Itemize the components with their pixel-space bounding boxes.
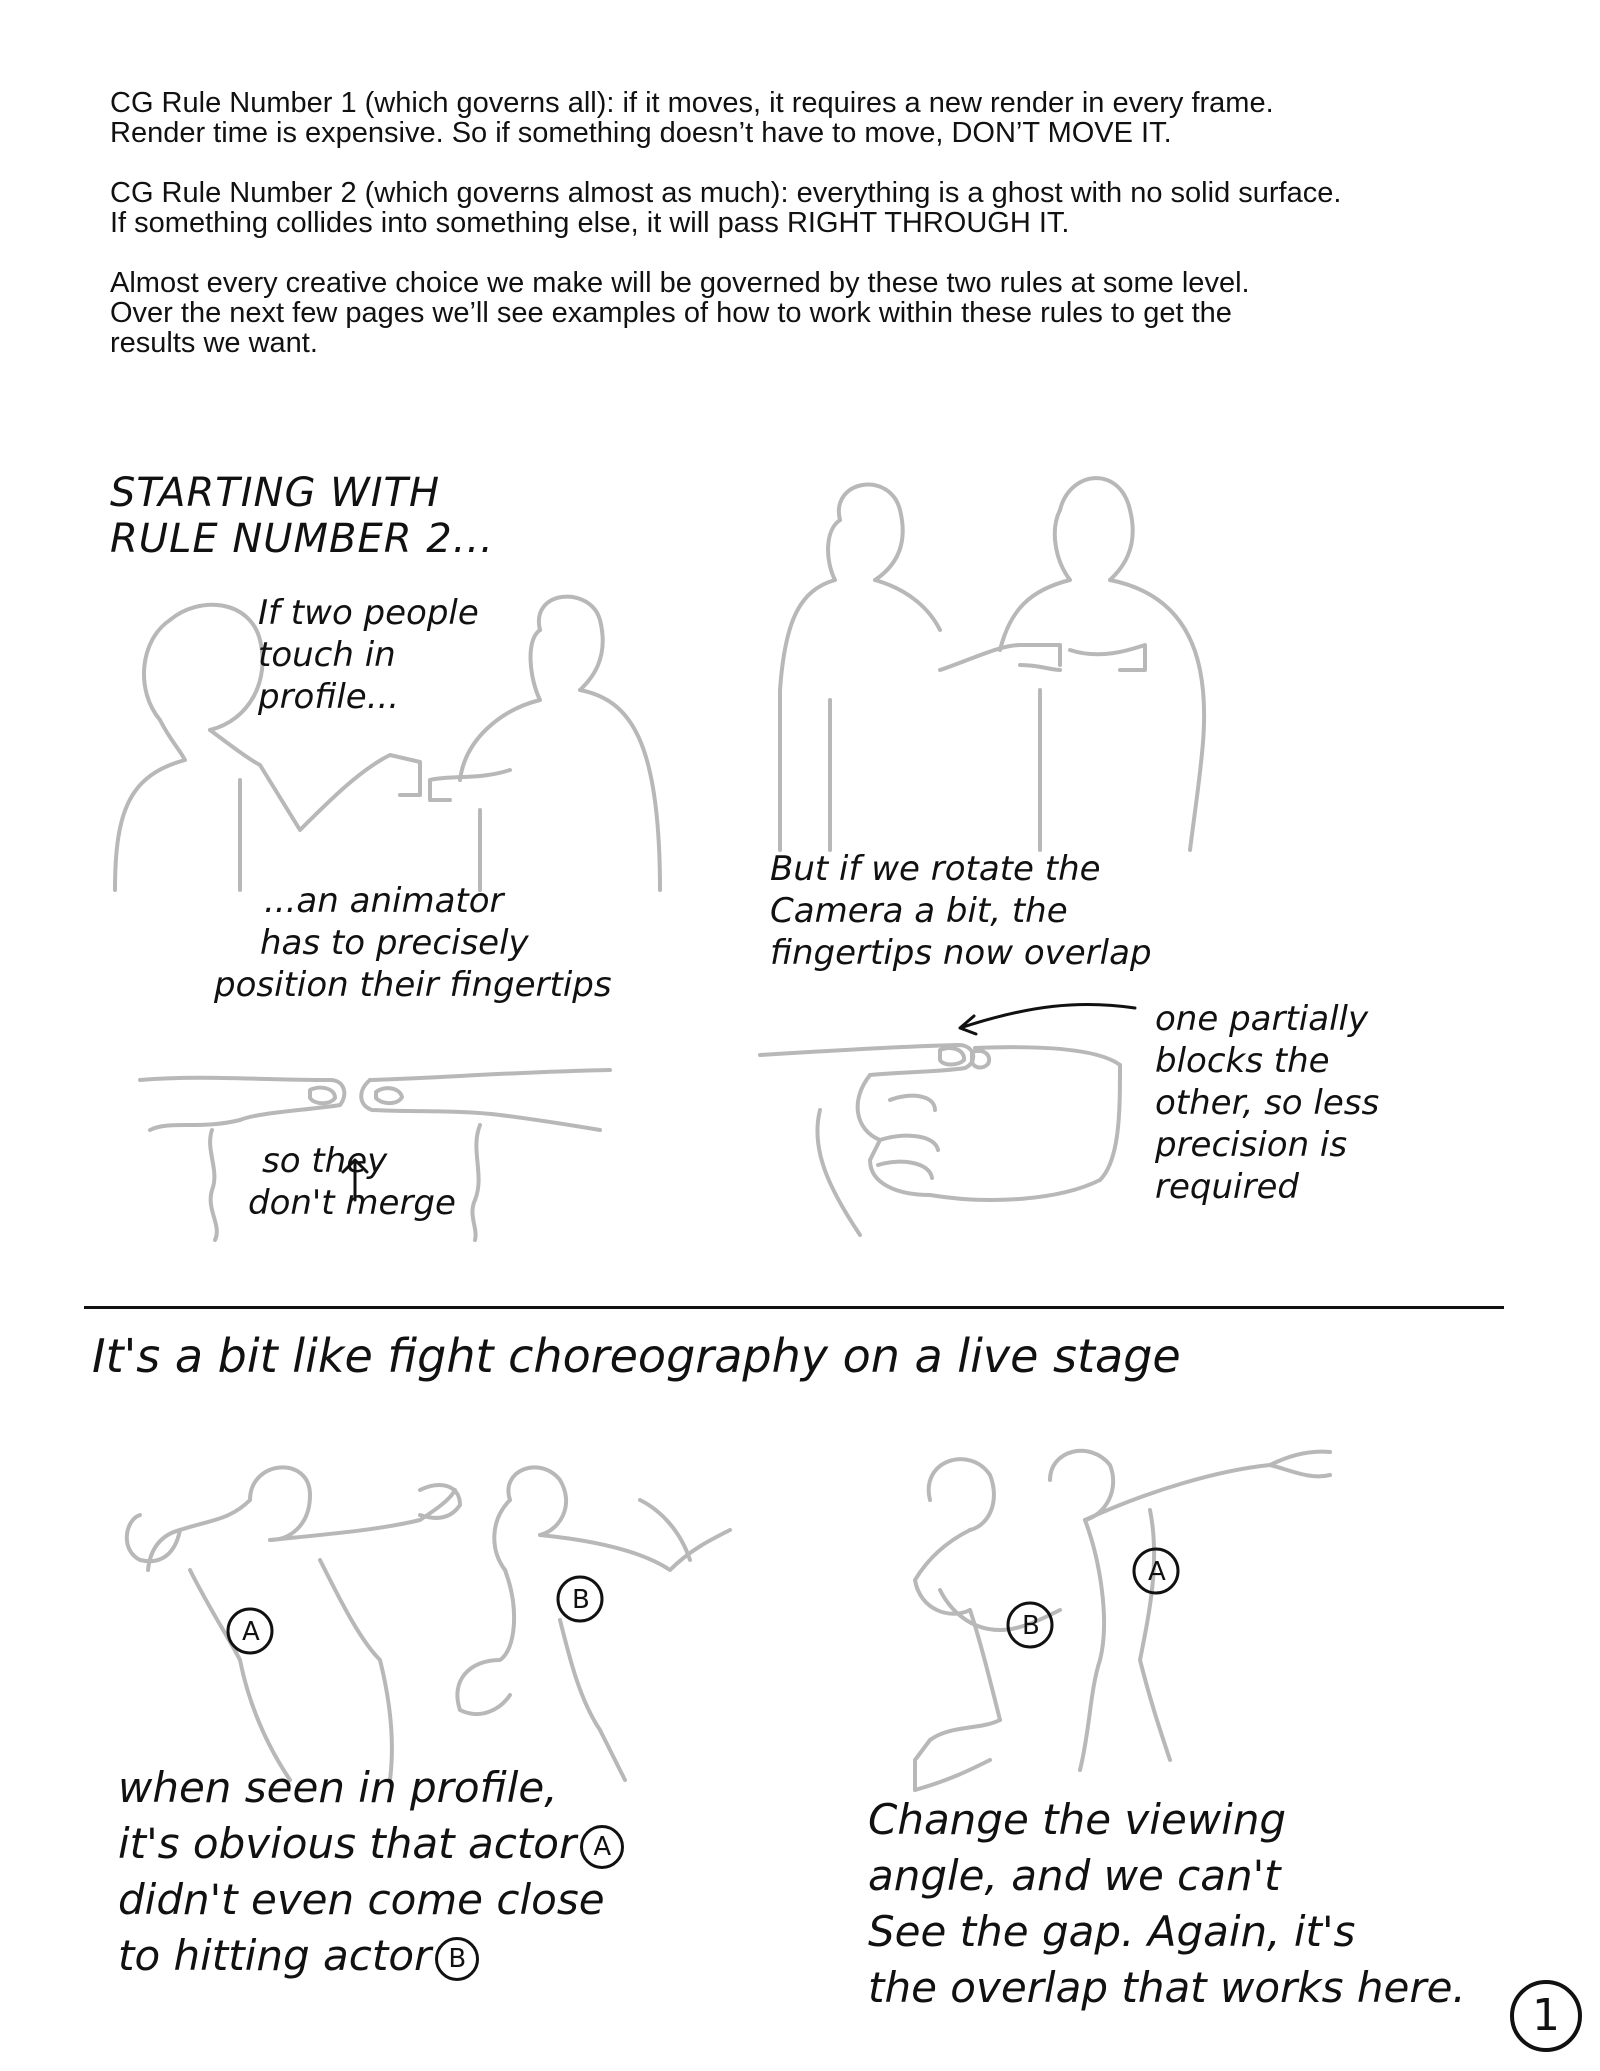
rotated-camera-sketch [770,470,1240,850]
profile-caption-line [118,1928,624,1984]
blocks-note-line: precision is [1155,1125,1348,1165]
profile-caption-line [118,1816,624,1872]
rule-1-paragraph [110,88,1510,148]
animator-note-line: position their fingertips [214,965,612,1005]
actor-b-label-profile: B [572,1585,590,1615]
profile-caption [118,1760,624,1984]
angle-caption-line: Change the viewing [868,1795,1287,1844]
rotate-note-line: But if we rotate the [770,849,1101,889]
actor-b-label-angled: B [1022,1611,1040,1641]
profile-caption-line: when seen in profile, [118,1763,558,1812]
rotate-note-line: Camera a bit, the [770,891,1068,931]
section-1-heading-line-1: STARTING WITH [110,470,441,516]
rule-1-line-1: CG Rule Number 1 (which governs all): if it moves, it requires a new render in every frame. [110,87,1274,119]
animator-note-line: ...an animator [264,881,504,921]
blocks-note-line: other, so less [1155,1083,1380,1123]
actor-a-badge: A [580,1825,624,1869]
section-1-heading-line-2: RULE NUMBER 2... [110,516,494,562]
profile-note-line: touch in [258,635,396,675]
angle-caption-line: See the gap. Again, it's [868,1907,1356,1956]
section-1-heading [110,470,494,562]
animator-note-line: has to precisely [260,923,529,963]
rule-2-paragraph [110,178,1510,238]
profile-note [258,592,479,718]
rule-1-line-2: Render time is expensive. So if something doesn’t have to move, DON’T MOVE IT. [110,117,1172,149]
actor-a-label-angled: A [1148,1557,1166,1587]
blocks-note-line: blocks the [1155,1041,1330,1081]
fight-profile-sketch [120,1460,800,1780]
blocks-note-line: required [1155,1167,1299,1207]
angle-caption-line: the overlap that works here. [868,1963,1466,2012]
actor-b-badge: B [435,1937,479,1981]
actor-a-label-profile: A [242,1617,260,1647]
rule-2-line-1: CG Rule Number 2 (which governs almost as much): everything is a ghost with no solid surface. [110,177,1342,209]
summary-line-3: results we want. [110,327,318,359]
angle-caption [868,1792,1466,2016]
merge-note-line: don't merge [248,1183,456,1223]
summary-paragraph [110,268,1510,358]
rotate-note [770,848,1152,974]
profile-caption-line: didn't even come close [118,1875,605,1924]
section-2-heading-text: It's a bit like fight choreography on a live stage [92,1329,1181,1383]
blocks-note [1155,998,1379,1208]
page-number: 1 [1510,1980,1582,2052]
summary-line-1: Almost every creative choice we make will be governed by these two rules at some level. [110,267,1250,299]
profile-caption-text: it's obvious that actor [118,1819,577,1868]
animator-note [214,880,612,1006]
intro-text [110,88,1510,388]
summary-line-2: Over the next few pages we’ll see examples of how to work within these rules to get the [110,297,1232,329]
fight-angled-sketch [890,1440,1360,1800]
blocks-note-line: one partially [1155,999,1369,1039]
merge-note-line: so they [262,1141,388,1181]
profile-note-line: If two people [258,593,479,633]
rotate-note-line: fingertips now overlap [770,933,1152,973]
merge-note [248,1140,456,1224]
profile-note-line: profile... [258,677,400,717]
rule-2-line-2: If something collides into something else, it will pass RIGHT THROUGH IT. [110,207,1070,239]
section-2-heading [92,1329,1181,1383]
fingertip-closeup-rotated [760,990,1140,1240]
angle-caption-line: angle, and we can't [868,1851,1281,1900]
section-divider [84,1306,1504,1309]
profile-caption-text: to hitting actor [118,1931,432,1980]
